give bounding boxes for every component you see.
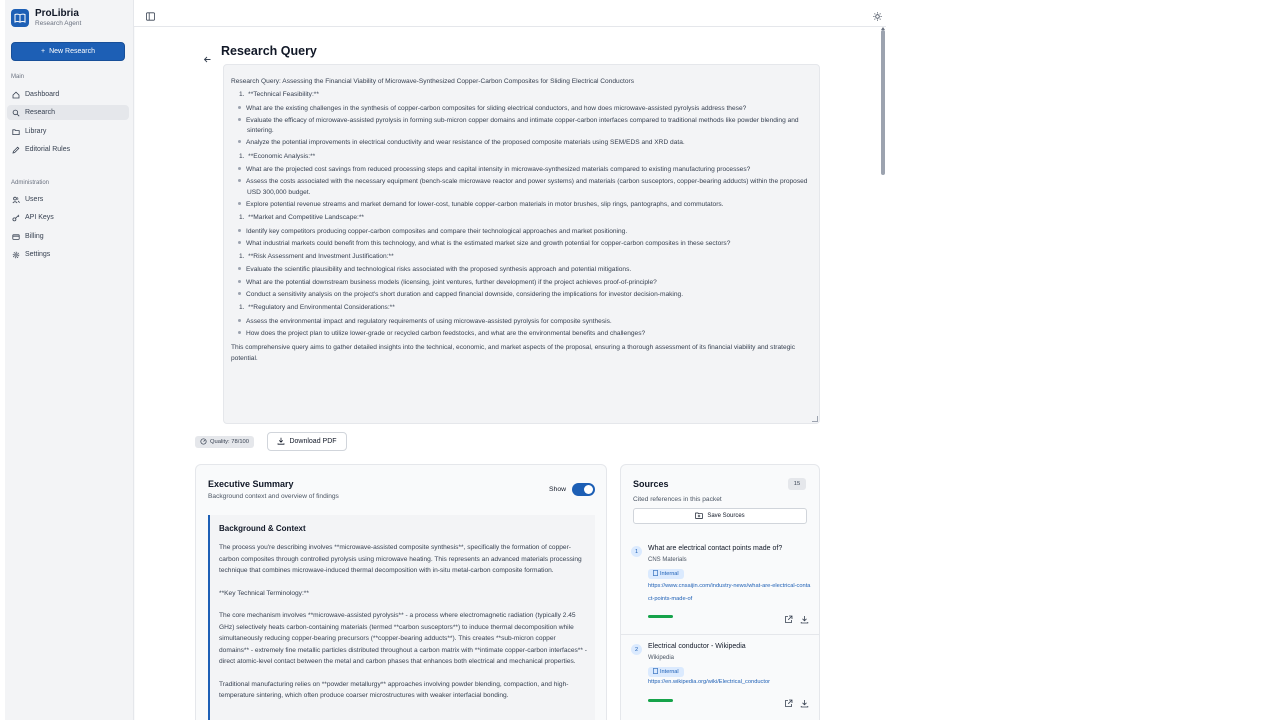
sidebar-item-label: Editorial Rules: [25, 146, 71, 153]
sources-title: Sources: [633, 479, 669, 489]
quality-label: Quality: 78/100: [210, 439, 249, 445]
download-icon[interactable]: [800, 611, 809, 620]
brand[interactable]: [11, 8, 81, 28]
summary-paragraph: The core mechanism involves **microwave-assisted pyrolysis** - a process where electromagnetic radiation (typically 2.45 GHz) selectively heats carbon-containing materials (termed **carbon susceptors**) to induce thermal decomposition while simultaneously reducing copper-bearing precursors (**copper-bearing adducts**). This creates **sub-micron copper domains** - extremely fine metallic particles distributed throughout a carbon matrix with **intimate copper-carbon interfaces** - direct atomic-level contact between the metal and carbon phases that enhances both electrical and mechanical properties.: [219, 612, 587, 665]
source-tag: [648, 569, 684, 579]
source-tag-label: Internal: [660, 669, 679, 675]
query-bullet: What are the projected cost savings from reduced processing steps and capital intensity in microwave-synthesized materials compared to existing manufacturing processes?: [231, 165, 812, 175]
theme-toggle-icon[interactable]: [873, 8, 882, 17]
query-bullet: Conduct a sensitivity analysis on the project's short duration and capped financial downside, considering the implications for investor decision-making.: [231, 290, 812, 300]
card-icon: [11, 232, 20, 241]
gear-icon: [11, 250, 20, 259]
sidebar-item-label: Billing: [25, 233, 44, 240]
query-section: 1. **Economic Analysis:**: [239, 152, 316, 160]
summary-paragraph: **Key Technical Terminology:**: [219, 589, 309, 597]
app-subtitle: Research Agent: [35, 20, 82, 27]
summary-paragraph: The process you're describing involves **microwave-assisted composite synthesis**, specifically the formation of copper-carbon composites through controlled pyrolysis using microwave heating. This represents an advanced materials processing technique that combines microwave-induced thermal decomposition with in-situ metal-carbon composite formation.: [219, 544, 582, 574]
sidebar-item-label: Users: [25, 196, 44, 203]
back-arrow-icon[interactable]: [203, 51, 212, 60]
source-title[interactable]: What are electrical contact points made of?: [648, 545, 783, 552]
executive-summary-subtitle: Background context and overview of findings: [208, 493, 339, 500]
source-title[interactable]: Electrical conductor - Wikipedia: [648, 643, 746, 650]
query-closing: This comprehensive query aims to gather detailed insights into the technical, economic, and market aspects of the proposal, ensuring a thorough assessment of its financial viability and strategic potential.: [231, 344, 796, 362]
new-research-label: New Research: [49, 48, 95, 55]
app-name: ProLibria: [35, 8, 79, 19]
source-number: 1: [631, 546, 642, 557]
sidebar-item-api-keys[interactable]: [7, 210, 129, 225]
key-icon: [11, 213, 20, 222]
sidebar-item-billing[interactable]: [7, 229, 129, 244]
query-bullet: Assess the environmental impact and regulatory requirements of using microwave-assisted pyrolysis for composite synthesis.: [231, 317, 812, 327]
executive-summary-title: Executive Summary: [208, 479, 294, 489]
research-query-textarea[interactable]: [223, 64, 820, 424]
source-number: 2: [631, 644, 642, 655]
query-bullet: Explore potential revenue streams and market demand for lower-cost, tunable copper-carbon materials in motor brushes, slip rings, pantographs, and commutators.: [231, 200, 812, 210]
users-icon: [11, 195, 20, 204]
external-link-icon[interactable]: [784, 695, 793, 704]
download-icon: [277, 437, 285, 447]
gauge-icon: [200, 438, 207, 447]
sidebar: [5, 0, 134, 720]
pencil-icon: [11, 145, 20, 154]
main-content: [135, 27, 886, 720]
search-icon: [11, 108, 20, 117]
sidebar-item-label: Library: [25, 128, 47, 135]
folder-icon: [11, 127, 20, 136]
source-publisher: CNS Materials: [648, 557, 687, 563]
query-bullet: What are the potential downstream business models (licensing, joint ventures, further development) if the project achieves proof-of-principle?: [231, 278, 812, 288]
download-pdf-button[interactable]: [267, 432, 347, 451]
query-bullet: Evaluate the scientific plausibility and technological risks associated with the proposed synthesis approach and potential mitigations.: [231, 265, 812, 275]
app-window: [5, 0, 886, 720]
section-title: **Technical Feasibility:**: [248, 91, 319, 99]
save-sources-button[interactable]: [633, 508, 807, 524]
sidebar-item-label: Research: [25, 109, 55, 116]
source-item: [621, 634, 820, 720]
executive-summary-card: [195, 464, 607, 720]
query-bullet: How does the project plan to utilize lower-grade or recycled carbon feedstocks, and what are the environmental benefits and challenges?: [231, 329, 812, 339]
query-bullet: Assess the costs associated with the necessary equipment (bench-scale microwave reactor and power systems) and materials (carbon susceptors, copper-bearing adducts) within the proposed USD 300,000 budget.: [231, 177, 812, 198]
document-icon: [653, 668, 658, 676]
page-title: Research Query: [221, 44, 317, 58]
folder-plus-icon: [695, 512, 703, 521]
background-context-title: Background & Context: [219, 524, 306, 533]
sidebar-item-editorial-rules[interactable]: [7, 142, 129, 157]
quality-badge: [195, 436, 254, 448]
home-icon: [11, 90, 20, 99]
sidebar-item-settings[interactable]: [7, 247, 129, 262]
sidebar-item-label: Dashboard: [25, 91, 60, 98]
query-bullet: What are the existing challenges in the synthesis of copper-carbon composites for sliding electrical conductors, and how does microwave-assisted pyrolysis address these?: [231, 104, 812, 114]
section-number: 1.: [239, 91, 245, 99]
query-bullet: What industrial markets could benefit from this technology, and what is the estimated market size and growth potential for copper-carbon composites in these sectors?: [231, 239, 812, 249]
sidebar-item-label: API Keys: [25, 214, 54, 221]
relevance-bar: [648, 699, 673, 702]
download-icon[interactable]: [800, 695, 809, 704]
query-heading: Research Query: Assessing the Financial Viability of Microwave-Synthesized Copper-Carbon Composites for Sliding Electrical Conductors: [231, 78, 635, 85]
query-section: 1. **Market and Competitive Landscape:**: [239, 214, 364, 222]
book-icon: [11, 9, 29, 27]
sidebar-item-research[interactable]: [7, 105, 129, 120]
external-link-icon[interactable]: [784, 611, 793, 620]
sidebar-item-dashboard[interactable]: [7, 87, 129, 102]
resize-handle-icon[interactable]: [812, 416, 818, 422]
sidebar-toggle-icon[interactable]: [146, 8, 155, 17]
relevance-bar: [648, 615, 673, 618]
sidebar-item-library[interactable]: [7, 124, 129, 139]
show-summary-toggle[interactable]: [572, 483, 595, 496]
source-publisher: Wikipedia: [648, 655, 675, 661]
sources-card: [620, 464, 820, 720]
source-url[interactable]: https://en.wikipedia.org/wiki/Electrical_conductor: [648, 679, 771, 685]
query-section: [231, 90, 812, 100]
new-research-button[interactable]: [11, 42, 125, 61]
summary-paragraph: Traditional manufacturing relies on **powder metallurgy** approaches involving powder blending, compaction, and high-temperature sintering, which often produce coarser microstructures with weaker interfacial bonding.: [219, 680, 569, 699]
query-bullet: Evaluate the efficacy of microwave-assisted pyrolysis in forming sub-micron copper domains and intimate copper-carbon interfaces compared to traditional methods like powder blending and sintering.: [231, 116, 812, 137]
query-section: 1. **Regulatory and Environmental Considerations:**: [239, 304, 395, 312]
source-url[interactable]: https://www.cnsaijin.com/industry-news/what-are-electrical-contact-points-made-of: [648, 583, 811, 602]
query-bullet: Analyze the potential improvements in electrical conductivity and wear resistance of the proposed composite materials using SEM/EDS and XRD data.: [231, 138, 812, 148]
scrollbar-thumb[interactable]: [881, 30, 885, 175]
query-bullet: Identify key competitors producing copper-carbon composites and compare their technological approaches and market positioning.: [231, 227, 812, 237]
background-context-block: [208, 515, 595, 720]
sources-count-badge: 15: [788, 478, 806, 490]
save-sources-label: Save Sources: [707, 513, 745, 519]
nav-section-main: Main: [11, 74, 25, 80]
query-section: 1. **Risk Assessment and Investment Justification:**: [239, 253, 394, 261]
nav-section-administration: Administration: [11, 180, 50, 186]
source-item: [621, 535, 820, 631]
document-icon: [653, 570, 658, 578]
toggle-label: Show: [549, 486, 567, 493]
sidebar-item-label: Settings: [25, 251, 51, 258]
sources-subtitle: Cited references in this packet: [633, 496, 722, 503]
plus-icon: +: [40, 48, 46, 55]
download-pdf-label: Download PDF: [289, 438, 337, 445]
source-tag-label: Internal: [660, 571, 679, 577]
top-bar: [134, 0, 886, 27]
sidebar-item-users[interactable]: [7, 192, 129, 207]
